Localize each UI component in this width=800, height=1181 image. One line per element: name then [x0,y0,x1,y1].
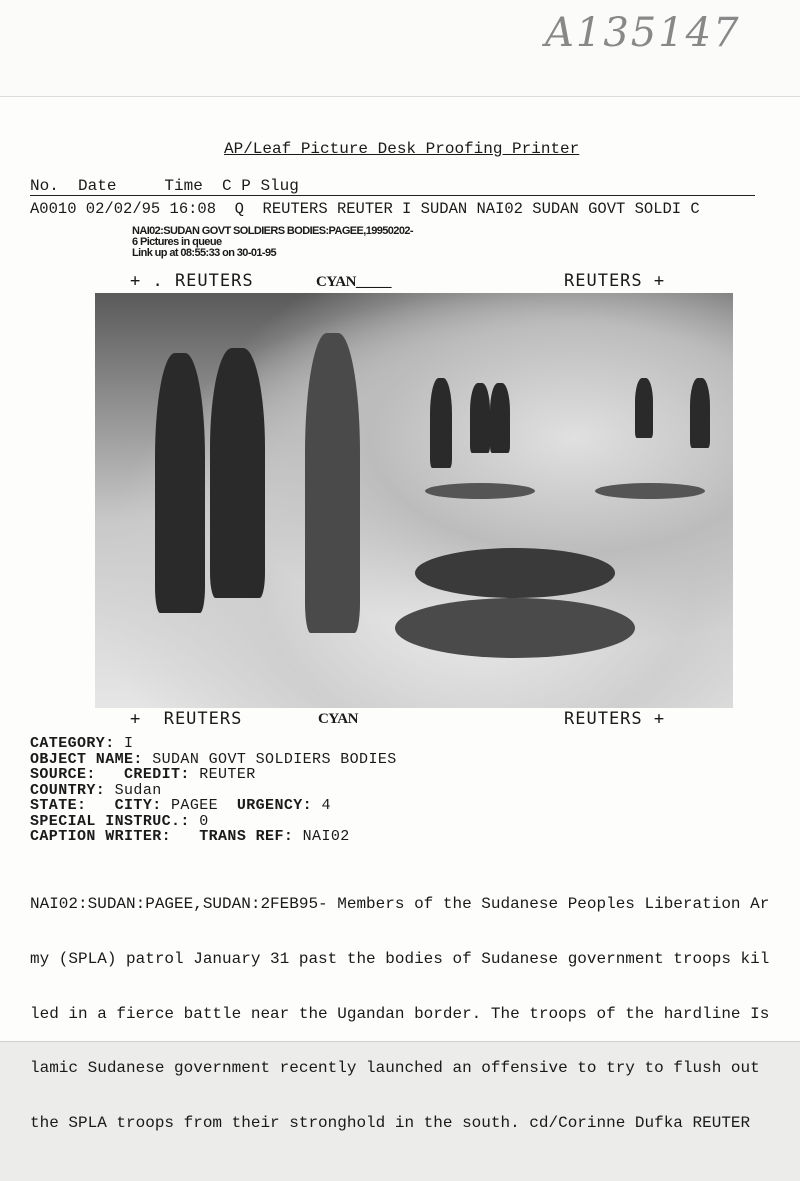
cyan-mark-bottom: CYAN [318,711,358,727]
column-headers: No. Date Time C P Slug [30,177,755,196]
photo-caption [30,859,790,1150]
field-country: COUNTRY: Sudan [30,781,162,799]
transmission-meta [132,226,413,259]
reuters-mark-bottom-right: REUTERS + [564,709,666,729]
field-category: CATEGORY: I [30,735,134,752]
caption-line: the SPLA troops from their stronghold in the south. cd/Corinne Dufka REUTER [30,1113,751,1132]
field-source-credit: SOURCE: CREDIT: REUTER [30,766,256,783]
soldier-figure [155,353,205,613]
meta-queue: 6 Pictures in queue [132,236,222,248]
reuters-mark-top-left: + . REUTERS [130,271,254,291]
caption-line: lamic Sudanese government recently launched an offensive to try to flush out [30,1059,760,1078]
meta-link: Link up at 08:55:33 on 30-01-95 [132,247,277,259]
soldier-figure [635,378,653,438]
news-photo [95,293,733,708]
caption-line: my (SPLA) patrol January 31 past the bodies of Sudanese government troops kil [30,950,770,969]
soldier-figure [490,383,510,453]
record-line: A0010 02/02/95 16:08 Q REUTERS REUTER I SUDAN NAI02 SUDAN GOVT SOLDI C [30,200,700,218]
metadata-fields [30,736,397,845]
field-special-instruc: SPECIAL INSTRUC.: 0 [30,812,209,830]
meta-slug: NAI02:SUDAN GOVT SOLDIERS BODIES:PAGEE,19950202- [132,225,413,237]
document-title: AP/Leaf Picture Desk Proofing Printer [224,140,580,158]
caption-line: led in a fierce battle near the Ugandan border. The troops of the hardline Is [30,1004,770,1023]
field-object-name: OBJECT NAME: SUDAN GOVT SOLDIERS BODIES [30,750,397,768]
handwritten-reference: A135147 [545,10,741,56]
reuters-mark-top-right: REUTERS + [564,271,666,291]
soldier-figure [305,333,360,633]
cyan-mark-top: CYAN_____ [316,274,391,290]
caption-line: NAI02:SUDAN:PAGEE,SUDAN:2FEB95- Members of the Sudanese Peoples Liberation Ar [30,895,770,914]
soldier-figure [470,383,490,453]
field-caption-writer-trans-ref: CAPTION WRITER: TRANS REF: NAI02 [30,828,350,845]
field-state-city-urgency: STATE: CITY: PAGEE URGENCY: 4 [30,797,331,814]
reuters-mark-bottom-left: + REUTERS [130,709,243,729]
body-on-ground [415,548,615,598]
body-on-ground [595,483,705,499]
body-on-ground [425,483,535,499]
soldier-figure [430,378,452,468]
soldier-figure [210,348,265,598]
body-on-ground [395,598,635,658]
soldier-figure [690,378,710,448]
